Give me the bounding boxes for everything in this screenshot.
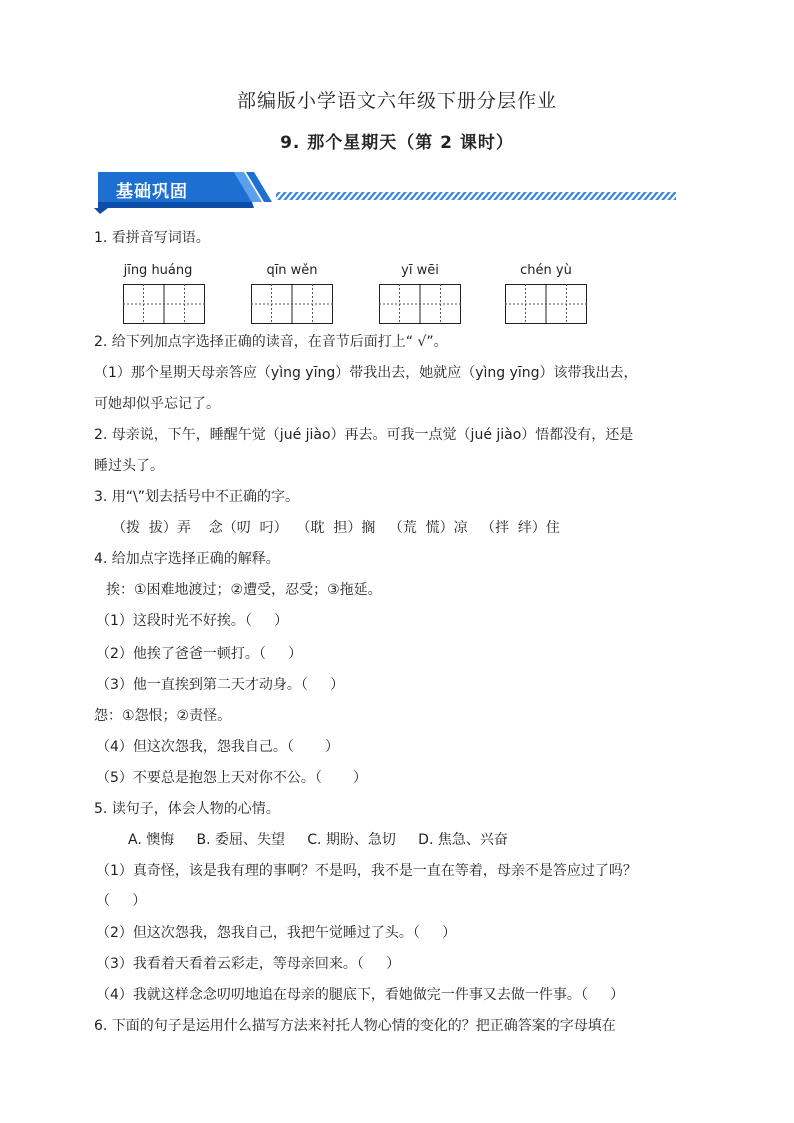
question-4-item-3: （3）他一直挨到第二天才动身。（ ）	[96, 677, 345, 693]
page-title: 部编版小学语文六年级下册分层作业	[236, 90, 557, 112]
writing-grid-1[interactable]	[123, 284, 205, 324]
question-2-item-2a: 2. 母亲说，下午，睡醒午觉（jué jiào）再去。可我一点觉（jué jiào）悟都没有，还是	[94, 427, 634, 443]
question-4: 4. 给加点字选择正确的解释。	[94, 551, 280, 567]
pinyin-2: qīn wěn	[266, 263, 318, 278]
pinyin-4: chén yù	[520, 263, 572, 278]
question-4-item-5: （5）不要总是抱怨上天对你不公。（ ）	[96, 770, 368, 786]
section-banner	[94, 168, 684, 214]
question-2: 2. 给下列加点字选择正确的读音，在音节后面打上“ √”。	[94, 334, 448, 350]
writing-grid-4[interactable]	[505, 284, 587, 324]
question-6: 6. 下面的句子是运用什么描写方法来衬托人物心情的变化的？把正确答案的字母填在	[94, 1018, 616, 1034]
question-5: 5. 读句子，体会人物的心情。	[94, 801, 280, 817]
question-5-item-3: （3）我看着天看着云彩走，等母亲回来。（ ）	[96, 956, 401, 972]
question-1: 1. 看拼音写词语。	[94, 230, 210, 246]
question-3: 3. 用“\”划去括号中不正确的字。	[94, 489, 300, 505]
section-label: 基础巩固	[116, 182, 188, 202]
pinyin-3: yī wēi	[401, 263, 439, 278]
writing-grid-3[interactable]	[379, 284, 461, 324]
question-3-options: （拨 拔）弄 念（叨 叼） （耽 担）搁 （荒 慌）凉 （拌 绊）住	[112, 520, 560, 536]
pinyin-1: jīng huáng	[123, 263, 193, 278]
definition-ai: 挨：①困难地渡过；②遭受，忍受；③拖延。	[106, 582, 382, 598]
lesson-title: 9. 那个星期天（第 2 课时）	[280, 133, 514, 153]
question-5-item-4: （4）我就这样念念叨叨地追在母亲的腿底下，看她做完一件事又去做一件事。（ ）	[96, 987, 625, 1003]
question-5-options: A. 懊悔 B. 委屈、失望 C. 期盼、急切 D. 焦急、兴奋	[128, 832, 508, 848]
question-5-item-1b: （ ）	[96, 893, 147, 909]
question-4-item-2: （2）他挨了爸爸一顿打。（ ）	[96, 646, 303, 662]
writing-grid-2[interactable]	[251, 284, 333, 324]
question-4-item-4: （4）但这次怨我，怨我自己。（ ）	[96, 739, 340, 755]
definition-yuan: 怨：①怨恨；②责怪。	[94, 708, 232, 724]
question-2-item-2b: 睡过头了。	[94, 458, 164, 474]
question-2-item-1a: （1）那个星期天母亲答应（yìng yīng）带我出去，她就应（yìng yīng）该带我出去，	[94, 365, 638, 381]
question-2-item-1b: 可她却似乎忘记了。	[94, 396, 220, 412]
question-5-item-2: （2）但这次怨我，怨我自己，我把午觉睡过了头。（ ）	[96, 925, 457, 941]
question-4-item-1: （1）这段时光不好挨。（ ）	[96, 613, 289, 629]
question-5-item-1a: （1）真奇怪，该是我有理的事啊？不是吗，我不是一直在等着，母亲不是答应过了吗？	[96, 863, 637, 879]
